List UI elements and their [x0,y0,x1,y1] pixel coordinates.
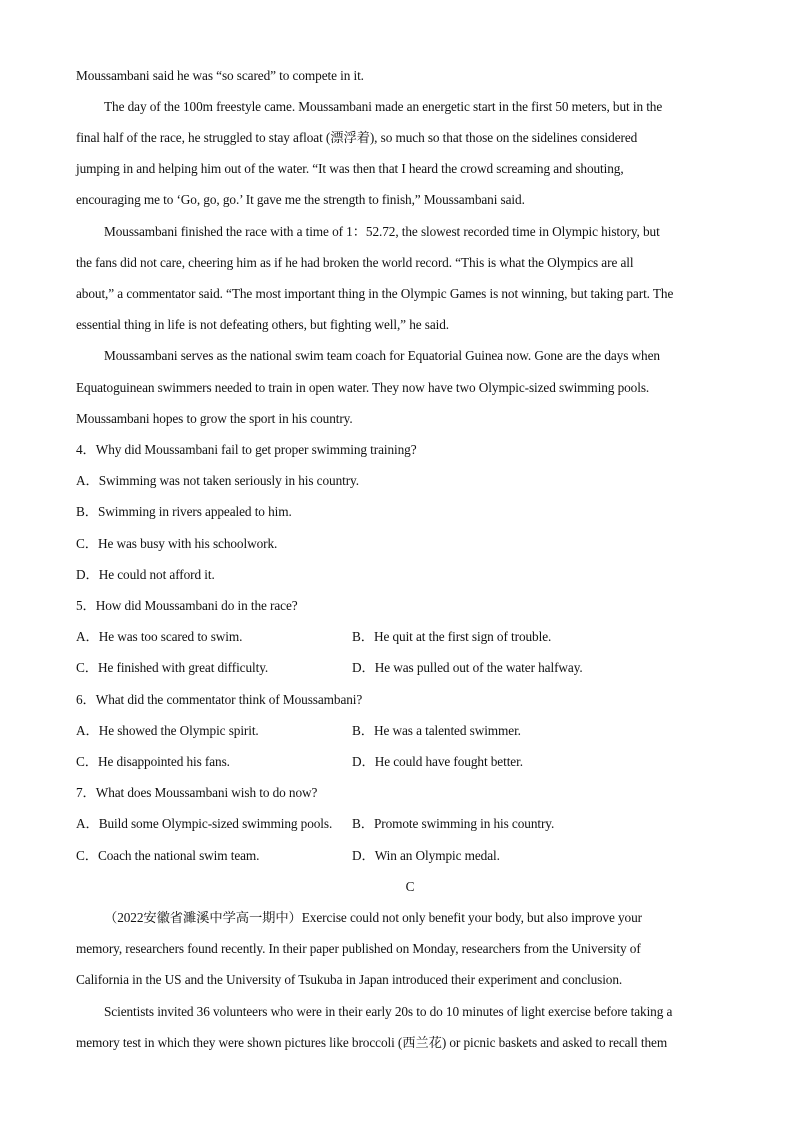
passage-c-line-2: memory, researchers found recently. In their paper published on Monday, researchers from the University of [76,941,641,956]
question-5-option-c: C．He finished with great difficulty. [76,660,269,675]
question-6-option-a: A．He showed the Olympic spirit. [76,723,259,738]
question-5-option-a: A．He was too scared to swim. [76,629,243,644]
question-4-stem: 4．Why did Moussambani fail to get proper swimming training? [76,442,417,457]
question-4-option-d: D．He could not afford it. [76,567,215,582]
passage-b-line-9: essential thing in life is not defeating others, but fighting well,” he said. [76,317,450,332]
question-4-option-b: B．Swimming in rivers appealed to him. [76,504,292,519]
passage-b-line-8: about,” a commentator said. “The most important thing in the Olympic Games is not winning, but taking part. The [76,286,674,301]
question-7-stem: 7．What does Moussambani wish to do now? [76,785,318,800]
passage-b-line-12: Moussambani hopes to grow the sport in his country. [76,411,353,426]
passage-b-line-4: jumping in and helping him out of the water. “It was then that I heard the crowd screaming and shouting, [76,161,624,176]
question-5-option-d: D．He was pulled out of the water halfway. [352,660,583,675]
question-6-option-c: C．He disappointed his fans. [76,754,230,769]
passage-b-line-11: Equatoguinean swimmers needed to train in open water. They now have two Olympic-sized swimming pools. [76,380,650,395]
passage-b-line-10: Moussambani serves as the national swim team coach for Equatorial Guinea now. Gone are the days when [104,348,660,363]
passage-c-line-3: California in the US and the University of Tsukuba in Japan introduced their experiment and conclusion. [76,972,623,987]
question-7-option-c: C．Coach the national swim team. [76,848,260,863]
passage-c-line-1: （2022安徽省濉溪中学高一期中）Exercise could not only benefit your body, but also improve your [104,910,642,925]
section-c-heading: C [405,879,415,894]
question-6-option-d: D．He could have fought better. [352,754,523,769]
question-5-stem: 5．How did Moussambani do in the race? [76,598,298,613]
passage-b-line-2: The day of the 100m freestyle came. Moussambani made an energetic start in the first 50 meters, but in the [104,99,663,114]
passage-b-line-3: final half of the race, he struggled to stay afloat (漂浮着), so much so that those on the sidelines considered [76,130,638,145]
passage-c-line-4: Scientists invited 36 volunteers who were in their early 20s to do 10 minutes of light exercise before taking a [104,1004,673,1019]
passage-b-line-1: Moussambani said he was “so scared” to compete in it. [76,68,364,83]
question-6-option-b: B．He was a talented swimmer. [352,723,521,738]
passage-b-line-7: the fans did not care, cheering him as if he had broken the world record. “This is what the Olympics are all [76,255,634,270]
question-4-option-a: A．Swimming was not taken seriously in his country. [76,473,359,488]
passage-b-line-6: Moussambani finished the race with a time of 1：52.72, the slowest recorded time in Olympic history, but [104,224,660,239]
question-7-option-b: B．Promote swimming in his country. [352,816,555,831]
passage-c-line-5: memory test in which they were shown pictures like broccoli (西兰花) or picnic baskets and asked to recall them [76,1035,668,1050]
question-4-option-c: C．He was busy with his schoolwork. [76,536,278,551]
question-7-option-a: A．Build some Olympic-sized swimming pools. [76,816,333,831]
question-6-stem: 6．What did the commentator think of Moussambani? [76,692,363,707]
question-7-option-d: D．Win an Olympic medal. [352,848,500,863]
passage-b-line-5: encouraging me to ‘Go, go, go.’ It gave me the strength to finish,” Moussambani said. [76,192,525,207]
question-5-option-b: B．He quit at the first sign of trouble. [352,629,552,644]
